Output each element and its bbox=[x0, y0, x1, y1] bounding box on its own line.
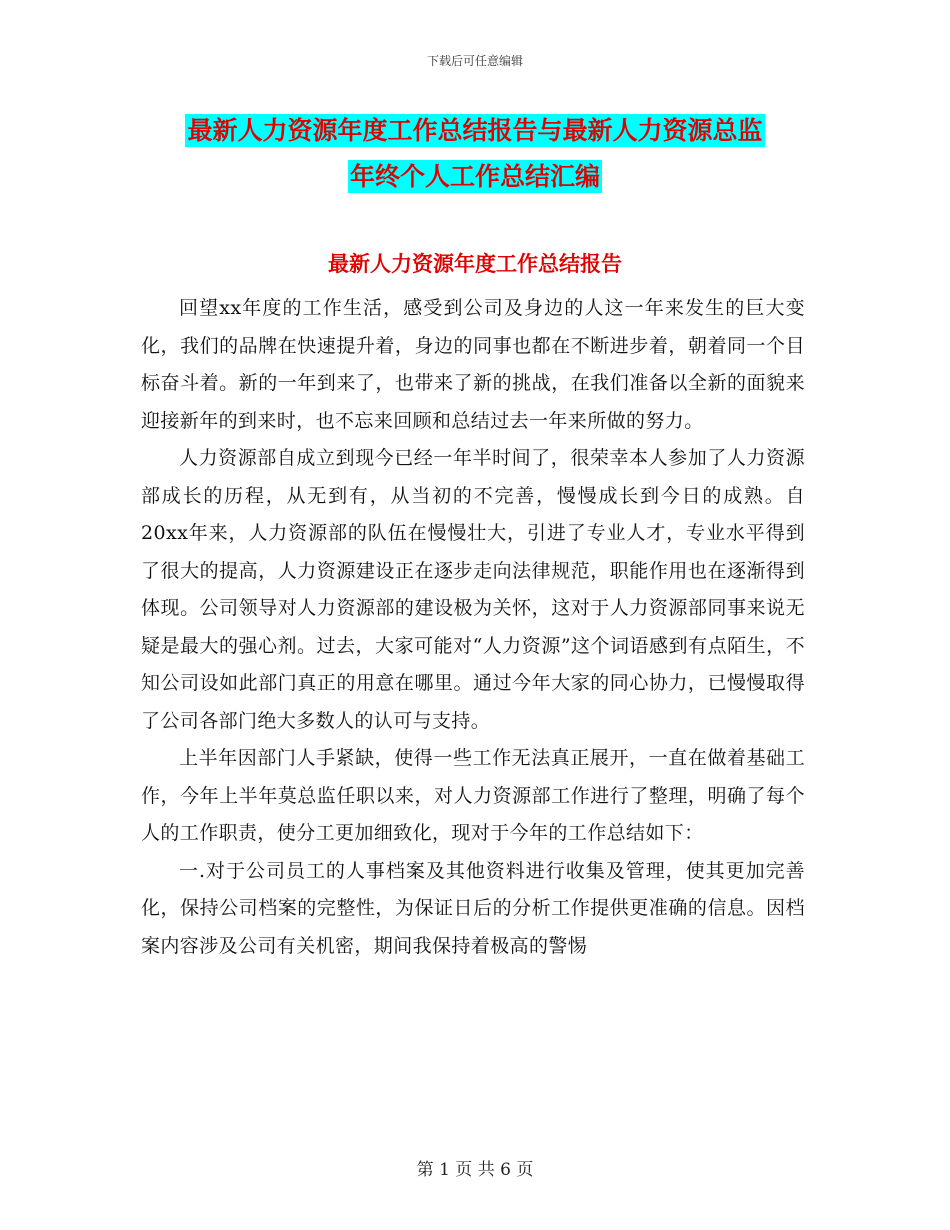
document-title-line-2: 年终个人工作总结汇编 bbox=[349, 162, 600, 191]
document-title-line-1: 最新人力资源年度工作总结报告与最新人力资源总监 bbox=[187, 116, 763, 145]
paragraph: 一.对于公司员工的人事档案及其他资料进行收集及管理，使其更加完善化，保持公司档案的完整性，为保证日后的分析工作提供更准确的信息。因档案内容涉及公司有关机密，期间我保持着极高的警惕 bbox=[141, 859, 805, 957]
paragraph: 上半年因部门人手紧缺，使得一些工作无法真正展开，一直在做着基础工作，今年上半年莫总监任职以来，对人力资源部工作进行了整理，明确了每个人的工作职责，使分工更加细致化，现对于今年的工作总结如下： bbox=[141, 747, 805, 844]
document-title bbox=[120, 108, 830, 200]
page-number-footer: 第 1 页 共 6 页 bbox=[416, 1160, 534, 1180]
paragraph: 人力资源部自成立到现今已经一年半时间了，很荣幸本人参加了人力资源部成长的历程，从无到有，从当初的不完善，慢慢成长到今日的成熟。自20xx年来，人力资源部的队伍在慢慢壮大，引进了专业人才，专业水平得到了很大的提高，人力资源建设正在逐步走向法律规范，职能作用也在逐渐得到体现。公司领导对人力资源部的建设极为关怀，这对于人力资源部同事来说无疑是最大的强心剂。过去，大家可能对“人力资源”这个词语感到有点陌生，不知公司设如此部门真正的用意在哪里。通过今年大家的同心协力，已慢慢取得了公司各部门绝大多数人的认可与支持。 bbox=[141, 447, 805, 732]
header-note: 下载后可任意编辑 bbox=[426, 54, 523, 68]
section-title: 最新人力资源年度工作总结报告 bbox=[328, 252, 622, 276]
paragraph: 回望xx年度的工作生活，感受到公司及身边的人这一年来发生的巨大变化，我们的品牌在快速提升着，身边的同事也都在不断进步着，朝着同一个目标奋斗着。新的一年到来了，也带来了新的挑战，在我们准备以全新的面貌来迎接新年的到来时，也不忘来回顾和总结过去一年来所做的努力。 bbox=[141, 297, 805, 432]
body-text bbox=[141, 290, 805, 965]
